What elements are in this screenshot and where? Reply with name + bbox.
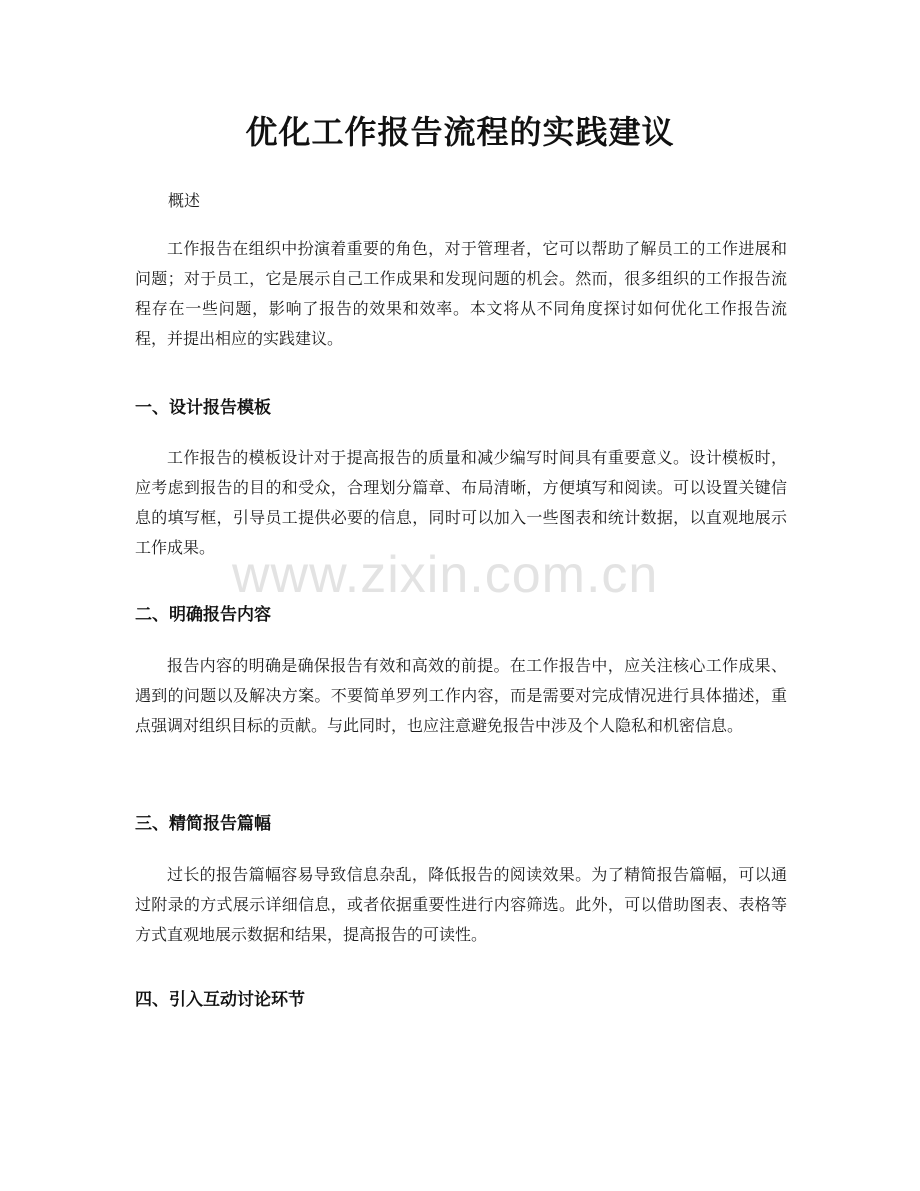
section-heading-3: 三、精简报告篇幅 (135, 814, 271, 834)
section-paragraph-2: 报告内容的明确是确保报告有效和高效的前提。在工作报告中，应关注核心工作成果、遇到的问题以及解决方案。不要简单罗列工作内容，而是需要对完成情况进行具体描述，重点强调对组织目标的贡献。与此同时，也应注意避免报告中涉及个人隐私和机密信息。 (135, 656, 787, 735)
document-title: 优化工作报告流程的实践建议 (245, 113, 675, 151)
section-paragraph-3: 过长的报告篇幅容易导致信息杂乱，降低报告的阅读效果。为了精简报告篇幅，可以通过附录的方式展示详细信息，或者依据重要性进行内容筛选。此外，可以借助图表、表格等方式直观地展示数据和结果，提高报告的可读性。 (135, 865, 787, 944)
watermark: www.zixin.com.cn (232, 546, 659, 604)
overview-paragraph: 工作报告在组织中扮演着重要的角色，对于管理者，它可以帮助了解员工的工作进展和问题；对于员工，它是展示自己工作成果和发现问题的机会。然而，很多组织的工作报告流程存在一些问题，影响了报告的效果和效率。本文将从不同角度探讨如何优化工作报告流程，并提出相应的实践建议。 (135, 239, 787, 348)
section-paragraph-1: 工作报告的模板设计对于提高报告的质量和减少编写时间具有重要意义。设计模板时，应考虑到报告的目的和受众，合理划分篇章、布局清晰，方便填写和阅读。可以设置关键信息的填写框，引导员工提供必要的信息，同时可以加入一些图表和统计数据，以直观地展示工作成果。 (135, 448, 787, 557)
section-heading-2: 二、明确报告内容 (135, 605, 271, 625)
section-heading-1: 一、设计报告模板 (135, 398, 271, 418)
section-heading-4: 四、引入互动讨论环节 (135, 990, 305, 1010)
overview-label: 概述 (168, 191, 201, 210)
